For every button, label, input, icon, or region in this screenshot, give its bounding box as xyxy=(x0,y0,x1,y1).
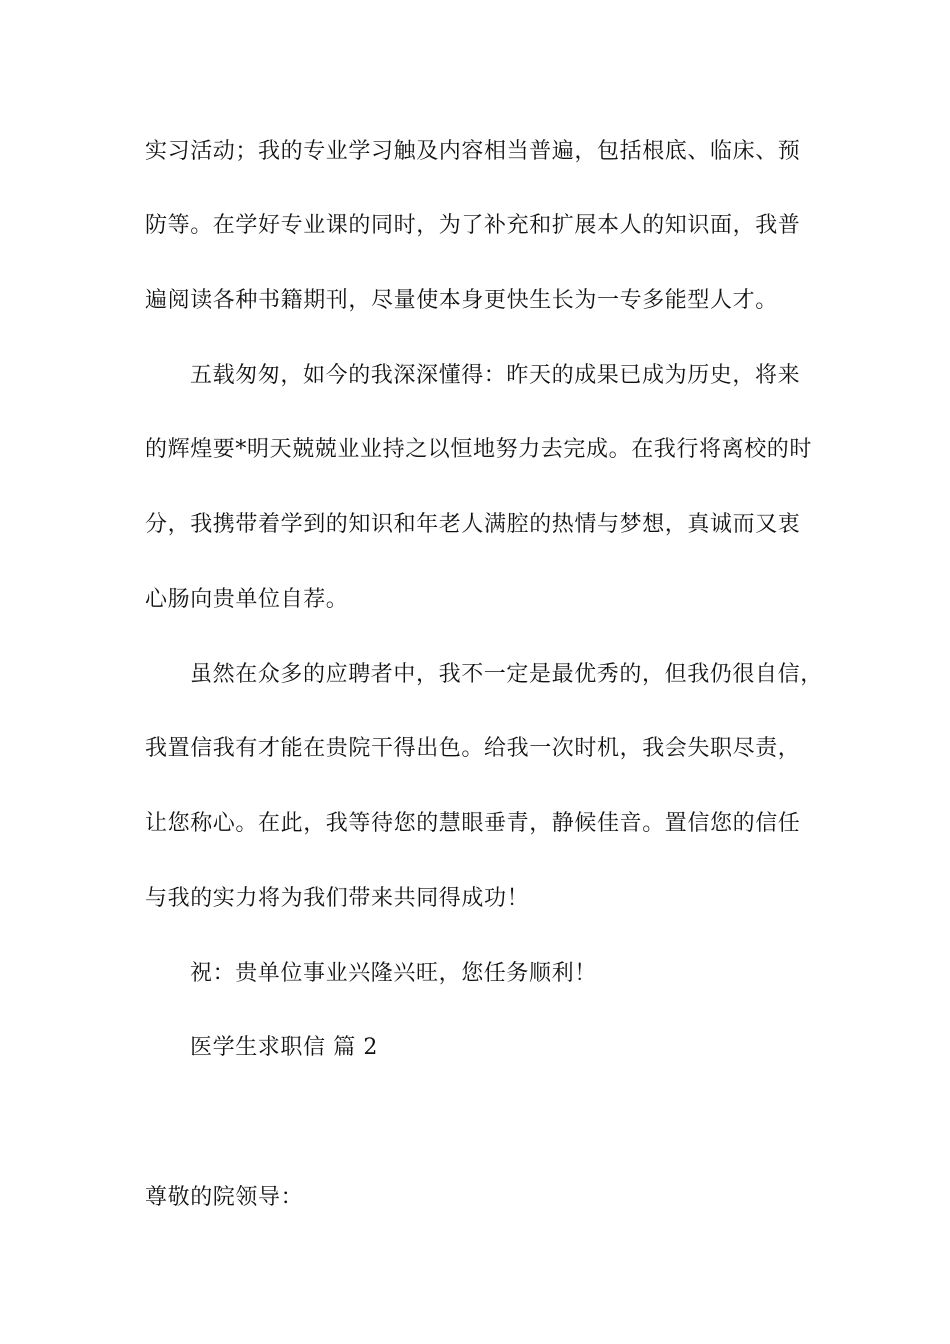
paragraph-line: 五载匆匆，如今的我深深懂得：昨天的成果已成为历史，将来 xyxy=(190,363,801,388)
paragraph-line: 实习活动；我的专业学习触及内容相当普遍，包括根底、临床、预 xyxy=(145,139,801,164)
paragraph-line: 我置信我有才能在贵院干得出色。给我一次时机，我会失职尽责， xyxy=(145,736,801,761)
paragraph-line: 虽然在众多的应聘者中，我不一定是最优秀的，但我仍很自信， xyxy=(190,662,823,687)
section-heading: 医学生求职信 篇 2 xyxy=(190,1035,378,1060)
paragraph-line: 让您称心。在此，我等待您的慧眼垂青，静候佳音。置信您的信任 xyxy=(145,811,801,836)
paragraph-line: 遍阅读各种书籍期刊，尽量使本身更快生长为一专多能型人才。 xyxy=(145,288,778,313)
closing-wish: 祝：贵单位事业兴隆兴旺，您任务顺利！ xyxy=(190,961,597,986)
salutation: 尊敬的院领导： xyxy=(145,1185,304,1210)
paragraph-line: 心肠向贵单位自荐。 xyxy=(145,587,349,612)
paragraph-line: 分，我携带着学到的知识和年老人满腔的热情与梦想，真诚而又衷 xyxy=(145,512,801,537)
paragraph-line: 防等。在学好专业课的同时，为了补充和扩展本人的知识面，我普 xyxy=(145,213,801,238)
paragraph-line: 的辉煌要*明天兢兢业业持之以恒地努力去完成。在我行将离校的时 xyxy=(145,437,813,462)
paragraph-line: 与我的实力将为我们带来共同得成功！ xyxy=(145,886,530,911)
